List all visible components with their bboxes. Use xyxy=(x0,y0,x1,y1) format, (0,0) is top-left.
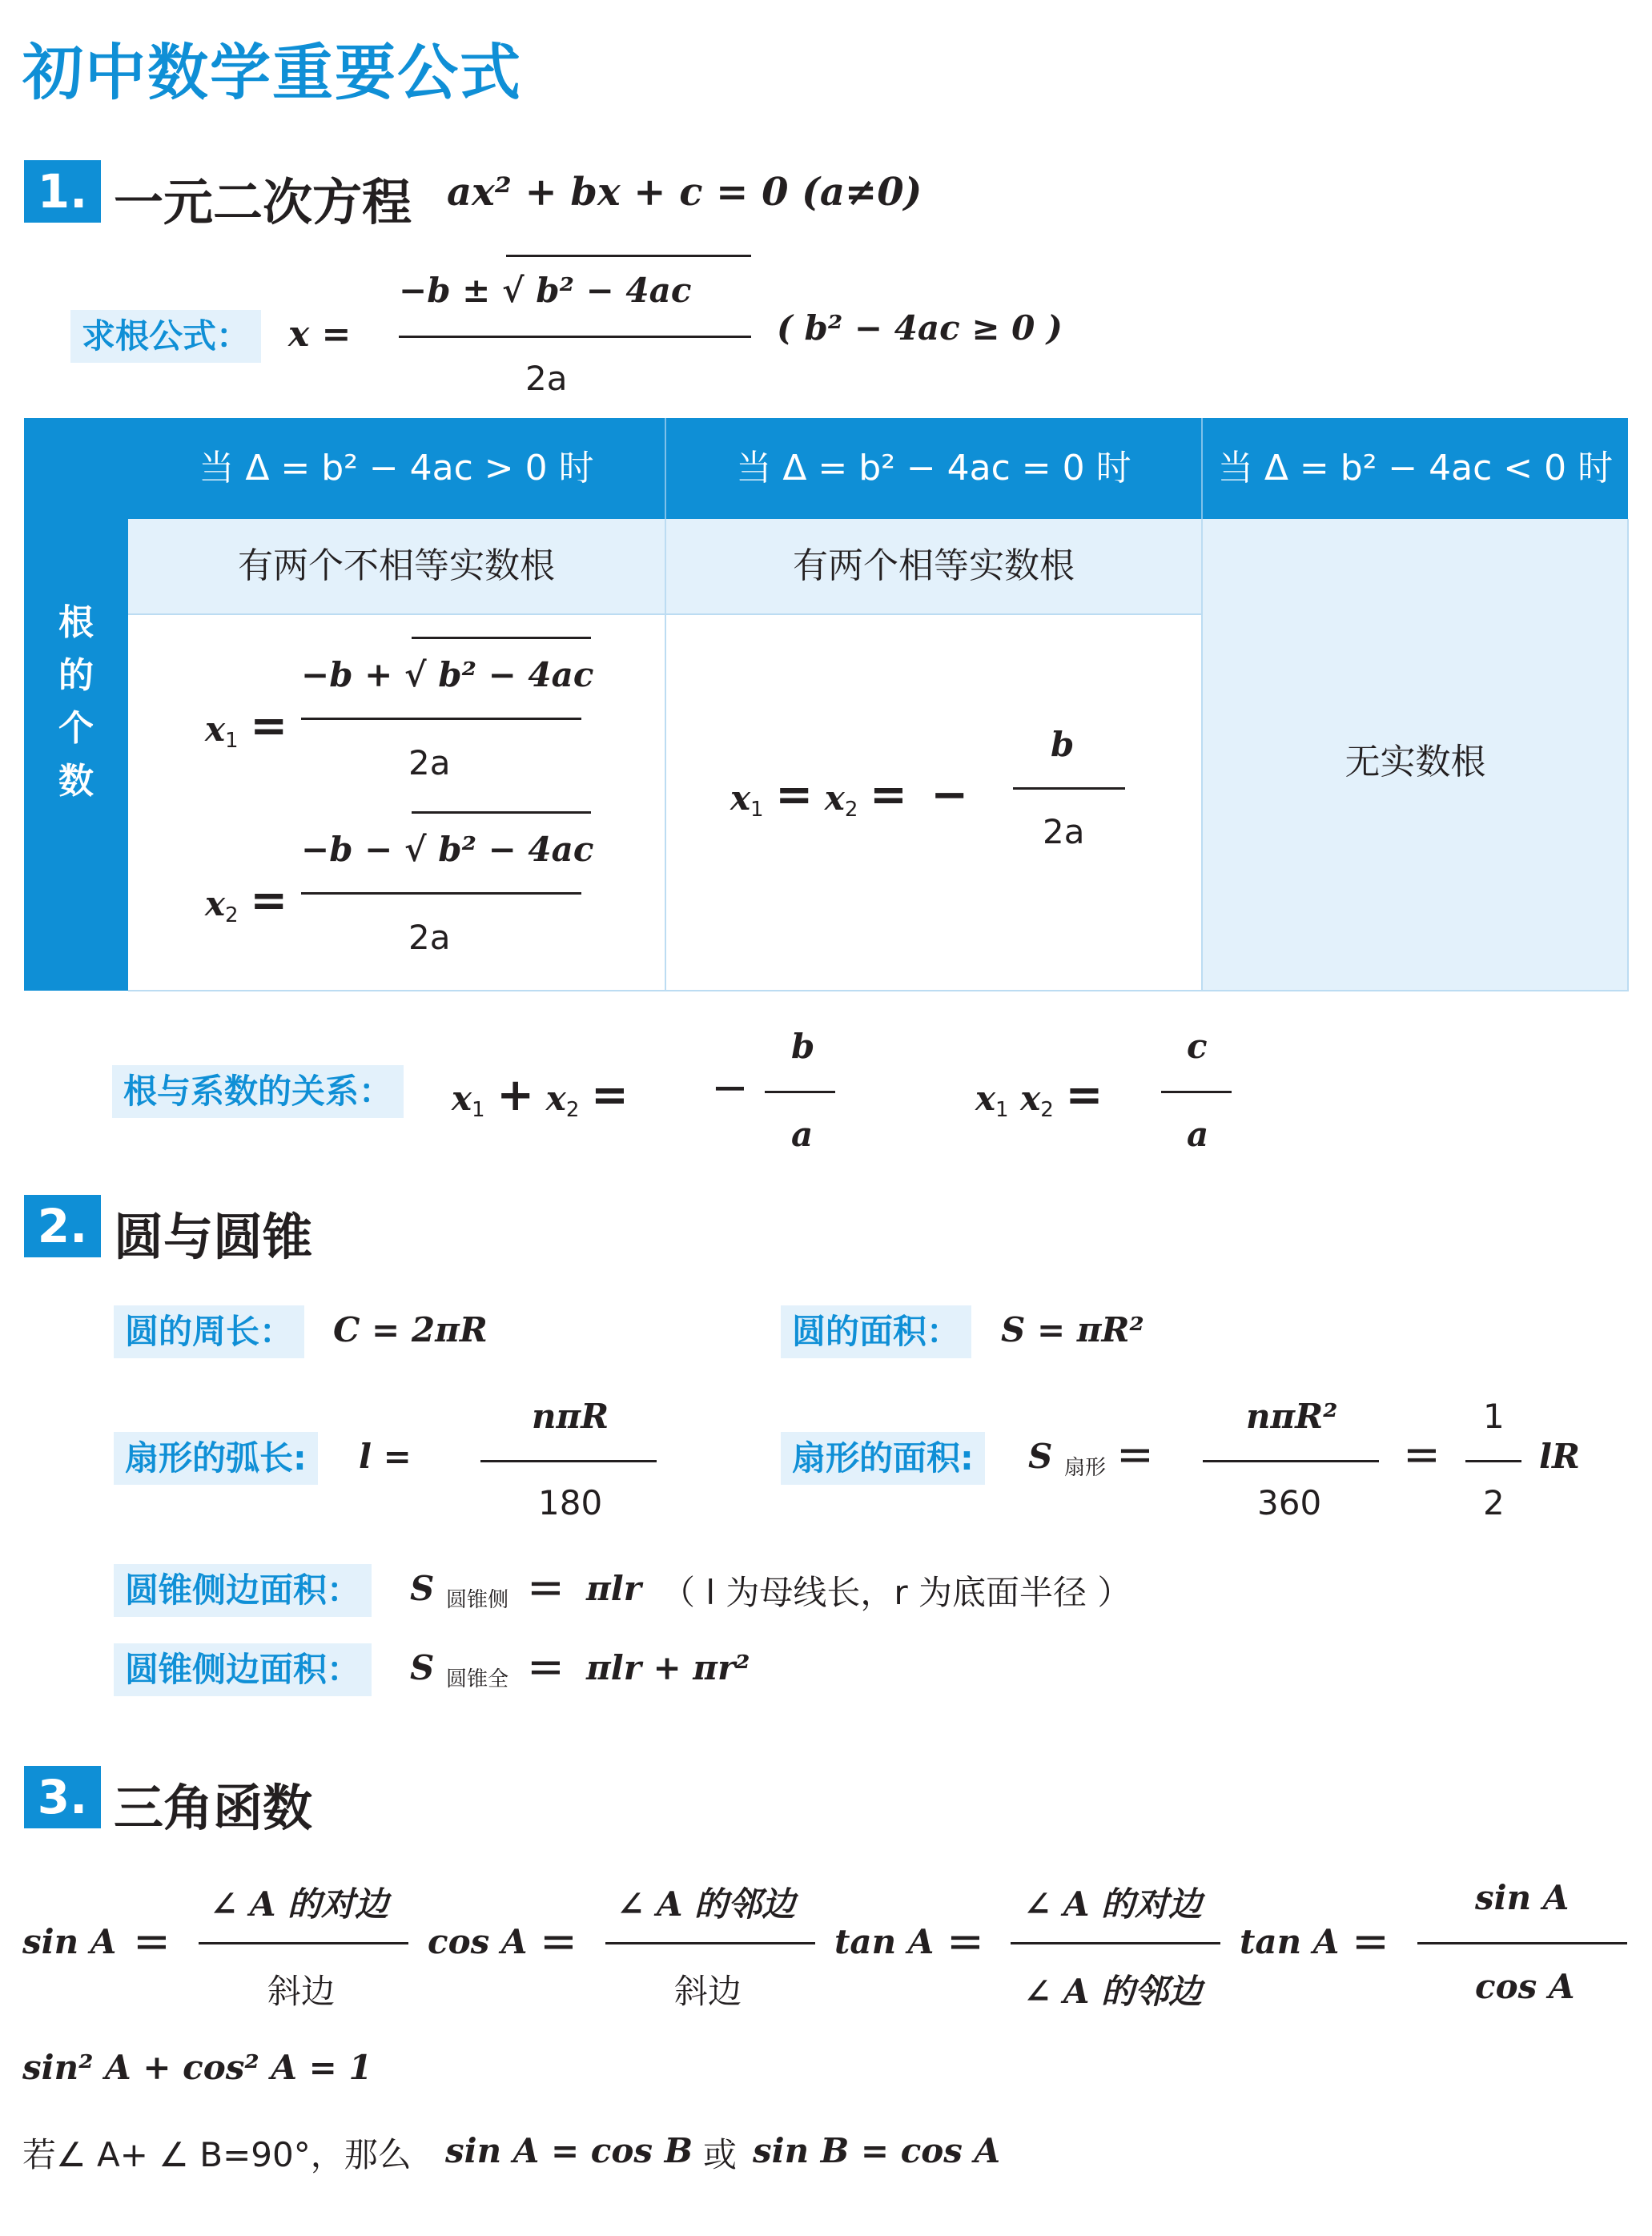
section-formula: ax² + bx + c = 0 (a≠0) xyxy=(447,170,922,215)
arc-length-lhs: l = xyxy=(359,1437,412,1476)
cone-total-rhs: πlr + πr² xyxy=(586,1648,750,1687)
fraction-bar xyxy=(301,892,581,895)
vieta-product-lhs: x1 x2 = xyxy=(975,1069,1103,1122)
arc-length-label: 扇形的弧长: xyxy=(114,1432,318,1485)
section-title: 一元二次方程 xyxy=(114,173,412,231)
equals-sign: = xyxy=(133,1916,171,1968)
equal-roots-numerator: b xyxy=(1051,725,1075,764)
cos-denominator: 斜边 xyxy=(674,1972,742,2011)
cone-total-lhs: S 圆锥全 xyxy=(410,1648,509,1691)
equals-sign: = xyxy=(527,1641,565,1693)
root-formula-label: 求根公式： xyxy=(70,310,261,363)
subheader-unequal-roots: 有两个不相等实数根 xyxy=(238,545,555,586)
sector-area-denominator: 360 xyxy=(1257,1483,1322,1522)
sector-area-lhs: S 扇形 xyxy=(1028,1437,1107,1480)
fraction-bar xyxy=(199,1942,408,1944)
fraction-bar xyxy=(1161,1091,1232,1093)
tan-lhs: tan A xyxy=(1240,1922,1340,1961)
tan-denominator: ∠ A 的邻边 xyxy=(1023,1972,1203,2011)
cone-total-label: 圆锥侧边面积： xyxy=(114,1643,372,1696)
cone-side-lhs: S 圆锥侧 xyxy=(410,1569,509,1612)
section-title: 圆与圆锥 xyxy=(114,1208,313,1266)
header-divider xyxy=(665,418,666,519)
no-real-roots-text: 无实数根 xyxy=(1345,742,1486,782)
complement-or: 或 xyxy=(703,2135,738,2174)
sector-area-numerator: nπR² xyxy=(1246,1397,1338,1436)
cone-total-subscript: 圆锥全 xyxy=(445,1667,509,1691)
x-equals: x = xyxy=(288,314,352,355)
table-right-border xyxy=(1627,519,1629,991)
root-denominator: 2a xyxy=(525,359,568,398)
section-number: 3. xyxy=(24,1766,101,1828)
circumference-formula: C = 2πR xyxy=(333,1310,488,1349)
tan-lhs: tan A xyxy=(834,1922,935,1961)
tan-ratio-numerator: sin A xyxy=(1475,1878,1570,1917)
fraction-bar xyxy=(765,1091,835,1093)
sin-lhs: sin A xyxy=(22,1922,117,1961)
x1-denominator: 2a xyxy=(408,743,451,782)
equal-roots-lhs: x1 = x2 = − xyxy=(730,769,969,822)
sqrt-bar xyxy=(506,255,751,257)
minus-sign: − xyxy=(711,1062,749,1114)
sqrt-bar xyxy=(412,811,591,814)
fraction-bar xyxy=(1203,1460,1379,1462)
area-formula: S = πR² xyxy=(1001,1310,1144,1349)
fraction-bar xyxy=(301,718,581,720)
table-bottom-border xyxy=(128,990,1628,991)
root-numerator: −b ± √ b² − 4ac xyxy=(399,271,692,310)
table-side-label: 根 的 个 数 xyxy=(58,602,94,802)
table-col-divider xyxy=(665,519,666,991)
sector-subscript: 扇形 xyxy=(1063,1455,1107,1480)
sector-area-label: 扇形的面积: xyxy=(781,1432,985,1485)
equals-sign: = xyxy=(1352,1916,1389,1968)
area-label: 圆的面积： xyxy=(781,1305,971,1358)
table-header-cell: 当 Δ = b² − 4ac > 0 时 xyxy=(128,418,665,519)
cone-side-rhs: πlr xyxy=(586,1569,641,1608)
x1-numerator: −b + √ b² − 4ac xyxy=(301,655,594,694)
arc-length-numerator: nπR xyxy=(532,1397,609,1436)
fraction-bar xyxy=(480,1460,657,1462)
equals-sign: = xyxy=(540,1916,577,1968)
equals-sign: = xyxy=(527,1562,565,1614)
x2-denominator: 2a xyxy=(408,918,451,957)
pythagorean-identity: sin² A + cos² A = 1 xyxy=(22,2048,372,2087)
equal-roots-denominator: 2a xyxy=(1043,812,1085,851)
fraction-bar xyxy=(1013,787,1125,790)
complement-prefix: 若∠ A+ ∠ B=90°，那么 xyxy=(22,2135,412,2174)
table-header-cell: 当 Δ = b² − 4ac < 0 时 xyxy=(1203,418,1628,519)
section-number: 1. xyxy=(24,160,101,223)
vieta-sum-numerator: b xyxy=(791,1027,815,1066)
x1-lhs: x1 = xyxy=(205,700,288,753)
table-header-cell: 当 Δ = b² − 4ac = 0 时 xyxy=(666,418,1201,519)
sin-denominator: 斜边 xyxy=(267,1972,336,2011)
cone-side-label: 圆锥侧边面积： xyxy=(114,1564,372,1617)
fraction-bar xyxy=(1417,1942,1627,1944)
circumference-label: 圆的周长： xyxy=(114,1305,304,1358)
x2-lhs: x2 = xyxy=(205,875,288,927)
equals-sign: = xyxy=(1403,1429,1441,1481)
root-condition: ( b² − 4ac ≥ 0 ) xyxy=(777,308,1063,348)
cos-numerator: ∠ A 的邻边 xyxy=(617,1884,796,1924)
sin-numerator: ∠ A 的对边 xyxy=(210,1884,389,1924)
tan-ratio-denominator: cos A xyxy=(1475,1967,1575,2006)
section-number: 2. xyxy=(24,1195,101,1257)
section-title: 三角函数 xyxy=(114,1779,313,1837)
vieta-product-denominator: a xyxy=(1187,1115,1209,1154)
vieta-product-numerator: c xyxy=(1187,1027,1208,1066)
x2-numerator: −b − √ b² − 4ac xyxy=(301,830,594,869)
complement-eq1: sin A = cos B xyxy=(445,2131,693,2170)
vieta-sum-lhs: x1 + x2 = xyxy=(452,1069,629,1122)
subheader-equal-roots: 有两个相等实数根 xyxy=(793,545,1075,586)
complement-eq2: sin B = cos A xyxy=(753,2131,1001,2170)
cone-side-subscript: 圆锥侧 xyxy=(445,1587,509,1612)
tan-numerator: ∠ A 的对边 xyxy=(1023,1884,1203,1924)
fraction-bar xyxy=(605,1942,815,1944)
arc-length-denominator: 180 xyxy=(538,1483,603,1522)
equals-sign: = xyxy=(1116,1429,1154,1481)
fraction-bar xyxy=(1465,1460,1521,1462)
fraction-bar xyxy=(399,336,751,338)
half-denominator: 2 xyxy=(1483,1483,1505,1522)
cos-lhs: cos A xyxy=(428,1922,528,1961)
equals-sign: = xyxy=(947,1916,984,1968)
page-title: 初中数学重要公式 xyxy=(22,37,522,108)
vieta-sum-denominator: a xyxy=(791,1115,814,1154)
cone-side-note: （ l 为母线长，r 为底面半径 ） xyxy=(661,1573,1131,1612)
sector-area-tail: lR xyxy=(1539,1437,1580,1476)
table-col-divider xyxy=(1201,519,1203,991)
fraction-bar xyxy=(1011,1942,1220,1944)
half-numerator: 1 xyxy=(1483,1397,1505,1436)
sqrt-bar xyxy=(412,637,591,639)
header-divider xyxy=(1201,418,1203,519)
vieta-label: 根与系数的关系： xyxy=(112,1065,404,1118)
